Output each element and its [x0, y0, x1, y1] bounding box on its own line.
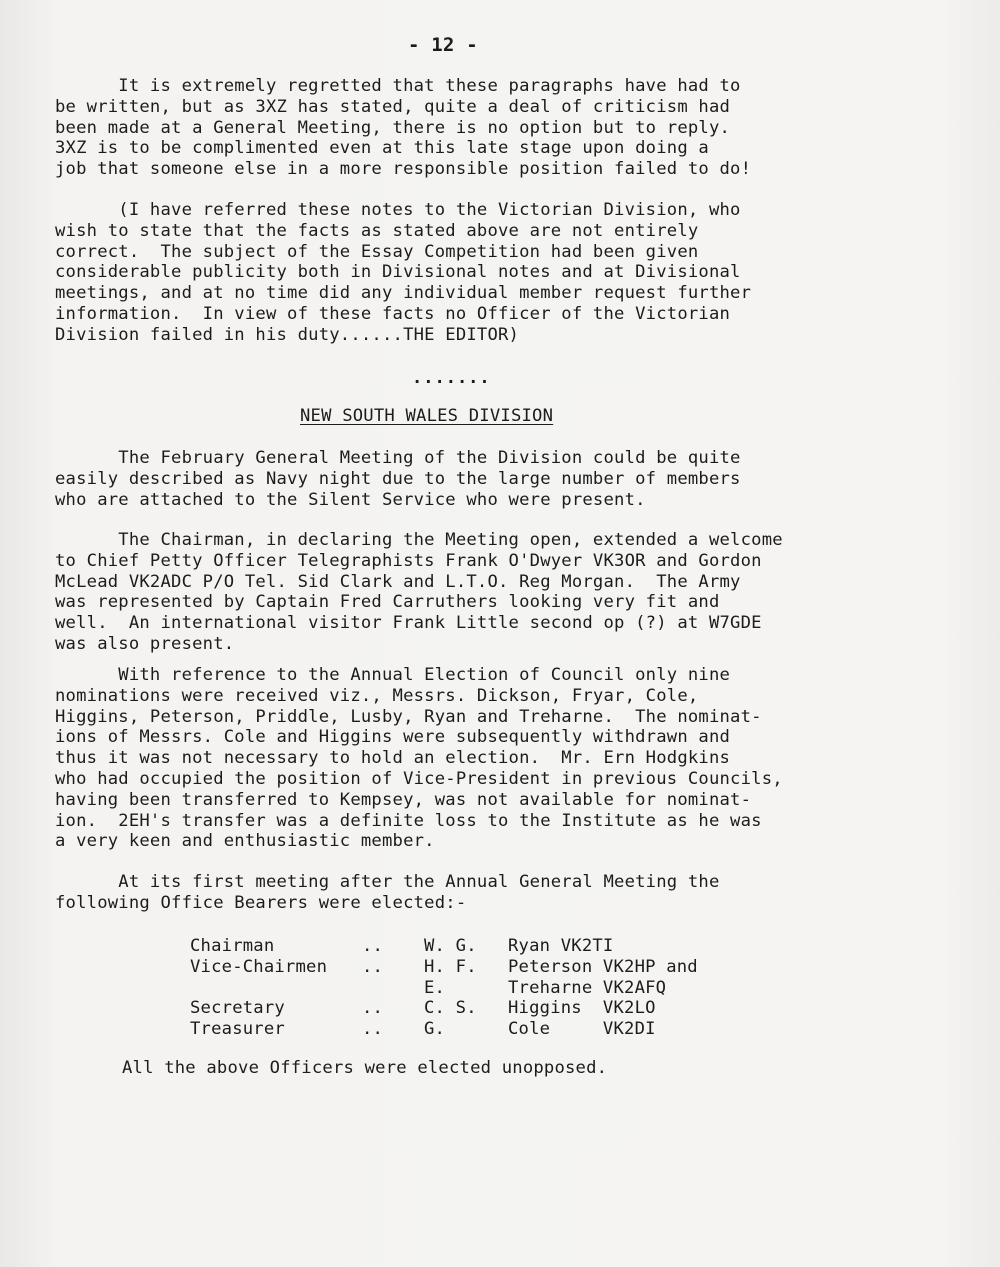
paragraph-annual-election	[55, 665, 955, 852]
officer-leader-dots: ..	[362, 998, 384, 1019]
paragraph-editor-note	[55, 200, 955, 346]
text-line: nominations were received viz., Messrs. Dickson, Fryar, Cole,	[55, 685, 699, 706]
officer-initials: W. G.	[424, 936, 477, 956]
text-line: was represented by Captain Fred Carruthers looking very fit and	[55, 592, 720, 613]
officer-role: Chairman	[190, 936, 275, 956]
officer-role: Treasurer	[190, 1019, 285, 1040]
section-heading: NEW SOUTH WALES DIVISION	[300, 406, 554, 426]
text-line: The Chairman, in declaring the Meeting open, extended a welcome	[55, 530, 783, 550]
paragraph-criticism-reply	[55, 76, 955, 180]
text-line: to Chief Petty Officer Telegraphists Frank O'Dwyer VK3OR and Gordon	[55, 550, 762, 571]
section-separator: .......	[412, 368, 491, 388]
officer-initials: H. F.	[424, 956, 477, 977]
officer-initials: G.	[424, 1019, 446, 1040]
officer-row	[190, 957, 808, 978]
text-line: information. In view of these facts no Officer of the Victorian	[55, 303, 731, 324]
office-bearers-list	[190, 936, 808, 1040]
officer-initials: C. S.	[424, 998, 477, 1019]
officer-role	[190, 978, 362, 999]
closing-statement: All the above Officers were elected unopposed.	[122, 1058, 608, 1078]
officer-leader-dots	[362, 978, 424, 999]
text-line: With reference to the Annual Election of Council only nine	[55, 665, 731, 685]
text-line: At its first meeting after the Annual General Meeting the	[55, 872, 720, 892]
paragraph-chairman-welcome	[55, 530, 955, 655]
text-line: ion. 2EH's transfer was a definite loss to the Institute as he was	[55, 810, 762, 831]
text-line: who are attached to the Silent Service who were present.	[55, 489, 646, 510]
officer-name: Cole VK2DI	[508, 1019, 656, 1040]
text-line: having been transferred to Kempsey, was not available for nominat-	[55, 789, 752, 810]
text-line: a very keen and enthusiastic member.	[55, 831, 435, 852]
officer-row	[190, 998, 808, 1019]
officer-role: Vice-Chairmen	[190, 956, 328, 977]
officer-role: Secretary	[190, 998, 285, 1019]
text-line: It is extremely regretted that these paragraphs have had to	[55, 76, 741, 96]
text-line: well. An international visitor Frank Little second op (?) at W7GDE	[55, 613, 762, 634]
text-line: McLead VK2ADC P/O Tel. Sid Clark and L.T.O. Reg Morgan. The Army	[55, 571, 741, 592]
text-line: who had occupied the position of Vice-President in previous Councils,	[55, 768, 783, 789]
paragraph-office-bearers-intro	[55, 872, 955, 914]
text-line: 3XZ is to be complimented even at this late stage upon doing a	[55, 138, 709, 159]
officer-row	[190, 1019, 808, 1040]
officer-name: Peterson VK2HP and	[508, 956, 698, 977]
text-line: meetings, and at no time did any individual member request further	[55, 283, 752, 304]
text-line: was also present.	[55, 633, 235, 654]
text-line: job that someone else in a more responsible position failed to do!	[55, 159, 752, 180]
paragraph-navy-night	[55, 448, 955, 510]
text-line: be written, but as 3XZ has stated, quite a deal of criticism had	[55, 96, 731, 117]
text-line: easily described as Navy night due to the large number of members	[55, 468, 741, 489]
officer-row	[190, 936, 808, 957]
text-line: correct. The subject of the Essay Competition had been given	[55, 241, 699, 262]
text-line: wish to state that the facts as stated above are not entirely	[55, 220, 699, 241]
officer-name: Higgins VK2LO	[508, 998, 656, 1019]
text-line: following Office Bearers were elected:-	[55, 892, 467, 913]
text-line: considerable publicity both in Divisional notes and at Divisional	[55, 262, 741, 283]
text-line: been made at a General Meeting, there is no option but to reply.	[55, 117, 731, 138]
page-number: - 12 -	[408, 34, 478, 56]
officer-leader-dots: ..	[362, 1019, 384, 1040]
text-line: thus it was not necessary to hold an election. Mr. Ern Hodgkins	[55, 748, 731, 769]
text-line: The February General Meeting of the Division could be quite	[55, 448, 741, 468]
officer-row	[190, 978, 808, 999]
text-line: Higgins, Peterson, Priddle, Lusby, Ryan and Treharne. The nominat-	[55, 706, 762, 727]
text-line: (I have referred these notes to the Victorian Division, who	[55, 200, 741, 220]
text-line: ions of Messrs. Cole and Higgins were subsequently withdrawn and	[55, 727, 731, 748]
officer-leader-dots: ..	[362, 936, 384, 956]
officer-initials: E.	[424, 977, 446, 998]
officer-leader-dots: ..	[362, 956, 384, 977]
text-line: Division failed in his duty......THE EDITOR)	[55, 324, 520, 345]
officer-name: Treharne VK2AFQ	[508, 977, 667, 998]
officer-name: Ryan VK2TI	[508, 936, 614, 956]
